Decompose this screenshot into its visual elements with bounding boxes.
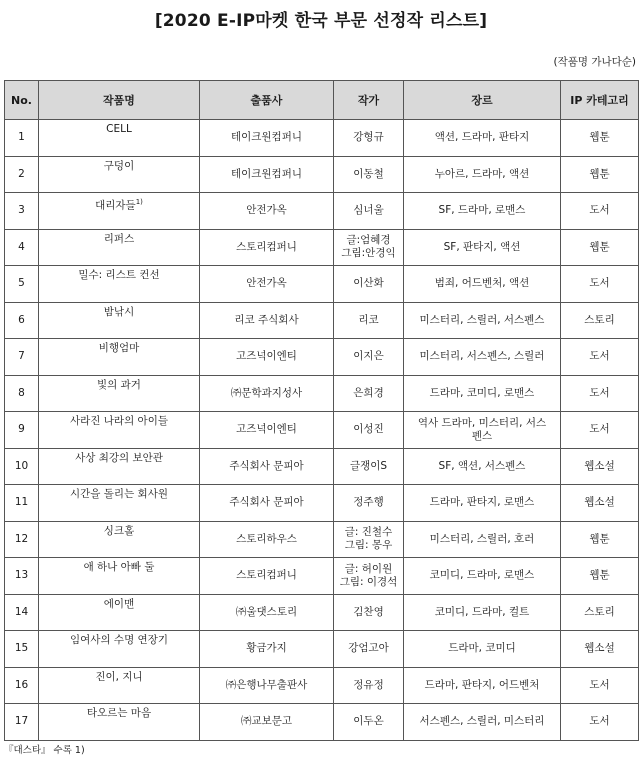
cell-publisher-text: 황금가지 <box>246 642 287 655</box>
cell-author-text: 은희경 <box>353 386 384 399</box>
cell-publisher-text: 리코 주식회사 <box>234 313 299 326</box>
cell-no <box>5 412 39 449</box>
cell-author-text: 리코 <box>358 313 379 326</box>
column-header-ip-category: IP 카테고리 <box>561 81 639 120</box>
cell-title-text: 비행엄마 <box>98 342 140 354</box>
cell-ip-category <box>561 156 639 193</box>
cell-title-text: 진이, 지니 <box>95 670 143 683</box>
table-row <box>5 156 639 193</box>
cell-author <box>334 412 404 449</box>
cell-title <box>39 704 200 741</box>
cell-ip-category-text: 웹소설 <box>584 496 615 509</box>
cell-no-text: 7 <box>18 350 25 363</box>
cell-author <box>334 229 404 266</box>
cell-title <box>39 375 200 412</box>
cell-author <box>334 594 404 631</box>
cell-no-text: 17 <box>14 715 29 728</box>
cell-genre <box>404 375 561 412</box>
cell-no-text: 3 <box>18 204 25 217</box>
cell-publisher-text: 테이크원컴퍼니 <box>230 167 302 180</box>
document-title: [2020 E-IP마켓 한국 부문 선정작 리스트] <box>154 11 488 31</box>
cell-ip-category <box>561 302 639 339</box>
cell-author-text: 이두온 <box>353 715 384 728</box>
cell-author <box>334 339 404 376</box>
cell-ip-category <box>561 266 639 303</box>
cell-title <box>39 594 200 631</box>
cell-genre-text: 미스터리, 서스펜스, 스릴러 <box>419 350 545 363</box>
cell-genre <box>404 302 561 339</box>
cell-publisher-text: ㈜은행나무출판사 <box>225 678 308 691</box>
cell-author-text: 글:엄혜경 그림:안경익 <box>341 234 396 260</box>
cell-no <box>5 229 39 266</box>
table-row <box>5 631 639 668</box>
cell-no <box>5 193 39 230</box>
cell-title-text: CELL <box>106 123 132 135</box>
cell-publisher <box>200 193 334 230</box>
cell-ip-category-text: 도서 <box>589 386 610 399</box>
cell-author-text: 정주행 <box>353 496 384 509</box>
table-row <box>5 558 639 595</box>
table-body <box>5 120 639 741</box>
cell-no <box>5 485 39 522</box>
cell-genre <box>404 594 561 631</box>
cell-ip-category-text: 도서 <box>589 423 610 436</box>
sort-note: (작품명 가나다순) <box>553 56 636 68</box>
cell-ip-category-text: 도서 <box>589 350 610 363</box>
cell-ip-category-text: 웹툰 <box>589 569 610 582</box>
cell-author <box>334 120 404 157</box>
cell-publisher <box>200 704 334 741</box>
cell-ip-category-text: 웹툰 <box>589 240 610 253</box>
cell-no-text: 8 <box>18 386 25 399</box>
cell-ip-category <box>561 375 639 412</box>
cell-publisher-text: 스토리컴퍼니 <box>236 569 297 582</box>
cell-genre <box>404 558 561 595</box>
table-row <box>5 704 639 741</box>
cell-ip-category-text: 스토리 <box>584 605 615 618</box>
cell-publisher <box>200 375 334 412</box>
cell-title <box>39 266 200 303</box>
cell-publisher <box>200 302 334 339</box>
cell-no-text: 6 <box>18 313 25 326</box>
cell-author-text: 정유정 <box>353 678 384 691</box>
cell-title-text: 밀수: 리스트 컨선 <box>78 269 160 281</box>
cell-genre <box>404 667 561 704</box>
cell-ip-category-text: 웹툰 <box>589 532 610 545</box>
cell-author-text: 글: 허이원 그림: 이경석 <box>339 562 398 588</box>
cell-title <box>39 485 200 522</box>
cell-author <box>334 448 404 485</box>
cell-ip-category-text: 도서 <box>589 204 610 217</box>
cell-ip-category-text: 도서 <box>589 715 610 728</box>
cell-genre <box>404 156 561 193</box>
cell-genre <box>404 339 561 376</box>
cell-title <box>39 631 200 668</box>
cell-publisher <box>200 229 334 266</box>
cell-author <box>334 302 404 339</box>
cell-author-text: 강형규 <box>353 131 384 144</box>
footnote: 『대스타』 수록 1) <box>4 745 85 756</box>
cell-publisher <box>200 594 334 631</box>
cell-no <box>5 375 39 412</box>
cell-title-text: 타오르는 마음 <box>86 707 152 719</box>
table-row <box>5 302 639 339</box>
cell-ip-category <box>561 485 639 522</box>
cell-ip-category-text: 웹툰 <box>589 131 610 144</box>
cell-title <box>39 193 200 230</box>
cell-author-text: 이성진 <box>353 423 384 436</box>
cell-no-text: 2 <box>18 167 25 180</box>
cell-no-text: 1 <box>18 131 25 144</box>
cell-genre-text: 드라마, 코미디, 로맨스 <box>429 386 535 399</box>
cell-title <box>39 667 200 704</box>
cell-title-text: 사라진 나라의 아이들 <box>70 415 168 427</box>
cell-title <box>39 521 200 558</box>
cell-genre <box>404 412 561 449</box>
cell-publisher-text: ㈜울댓스토리 <box>235 605 298 618</box>
cell-publisher-text: 스토리하우스 <box>236 532 297 545</box>
cell-title <box>39 448 200 485</box>
table-row <box>5 521 639 558</box>
cell-genre <box>404 120 561 157</box>
cell-no <box>5 704 39 741</box>
cell-author <box>334 667 404 704</box>
cell-title-text: 빛의 과거 <box>97 378 141 391</box>
cell-title-text: 대리자들 <box>95 199 136 212</box>
cell-genre-text: 코미디, 드라마, 컬트 <box>434 605 530 618</box>
cell-no-text: 16 <box>14 678 29 691</box>
cell-no <box>5 631 39 668</box>
cell-title-text: 밤낚시 <box>103 305 135 318</box>
cell-genre-text: 미스터리, 스릴러, 호러 <box>429 532 535 545</box>
cell-author-text: 글쟁이S <box>349 459 388 472</box>
table-row <box>5 594 639 631</box>
cell-author-text: 이동철 <box>353 167 384 180</box>
cell-author-text: 심너울 <box>353 204 384 217</box>
cell-publisher-text: ㈜문학과지성사 <box>230 386 303 399</box>
cell-ip-category <box>561 594 639 631</box>
table-row <box>5 193 639 230</box>
cell-publisher <box>200 667 334 704</box>
cell-ip-category <box>561 193 639 230</box>
cell-title-text: 구덩이 <box>103 159 135 172</box>
selection-table <box>4 80 639 741</box>
cell-genre-text: 드라마, 판타지, 어드벤처 <box>424 678 540 691</box>
cell-ip-category-text: 웹소설 <box>584 459 615 472</box>
cell-publisher <box>200 521 334 558</box>
cell-author <box>334 631 404 668</box>
cell-title <box>39 558 200 595</box>
cell-genre <box>404 193 561 230</box>
cell-no <box>5 558 39 595</box>
cell-publisher <box>200 485 334 522</box>
cell-title <box>39 156 200 193</box>
cell-genre-text: 미스터리, 스릴러, 서스펜스 <box>419 313 545 326</box>
column-header-no: No. <box>5 81 39 120</box>
cell-title-text: 리퍼스 <box>103 232 135 245</box>
cell-no <box>5 448 39 485</box>
cell-title <box>39 412 200 449</box>
cell-ip-category <box>561 521 639 558</box>
cell-publisher-text: 안전가옥 <box>246 277 287 290</box>
cell-title-text: 에이맨 <box>103 597 135 610</box>
cell-genre-text: 서스펜스, 스릴러, 미스터리 <box>419 715 545 728</box>
cell-author-text: 김찬영 <box>353 605 384 618</box>
footnote-marker: 1) <box>135 198 143 206</box>
cell-ip-category <box>561 704 639 741</box>
table-row <box>5 485 639 522</box>
cell-title <box>39 229 200 266</box>
cell-title-text: 애 하나 아빠 둘 <box>83 561 155 573</box>
table-row <box>5 229 639 266</box>
cell-title-text: 시간을 돌리는 회사원 <box>70 488 168 500</box>
cell-genre-text: SF, 액션, 서스펜스 <box>438 459 526 472</box>
cell-ip-category-text: 웹툰 <box>589 167 610 180</box>
cell-publisher <box>200 558 334 595</box>
cell-ip-category <box>561 667 639 704</box>
cell-author <box>334 156 404 193</box>
column-header-title: 작품명 <box>39 81 200 120</box>
cell-author-text: 이지은 <box>353 350 384 363</box>
cell-author <box>334 558 404 595</box>
cell-no-text: 13 <box>14 569 29 582</box>
table-row <box>5 375 639 412</box>
cell-genre <box>404 631 561 668</box>
cell-author-text: 이산화 <box>353 277 384 290</box>
cell-author-text: 강엄고아 <box>348 642 389 655</box>
cell-publisher <box>200 156 334 193</box>
cell-publisher-text: 고즈넉이엔티 <box>236 350 297 363</box>
cell-genre <box>404 229 561 266</box>
cell-ip-category-text: 웹소설 <box>584 642 615 655</box>
cell-no <box>5 266 39 303</box>
cell-genre-text: 누아르, 드라마, 액션 <box>434 167 530 180</box>
cell-author <box>334 485 404 522</box>
cell-no <box>5 156 39 193</box>
cell-no <box>5 302 39 339</box>
cell-publisher <box>200 120 334 157</box>
table-header-row <box>5 81 639 120</box>
cell-publisher <box>200 448 334 485</box>
cell-title <box>39 302 200 339</box>
cell-ip-category <box>561 120 639 157</box>
cell-genre-text: 드라마, 판타지, 로맨스 <box>429 496 535 509</box>
cell-no-text: 12 <box>14 532 29 545</box>
cell-no <box>5 594 39 631</box>
column-header-author: 작가 <box>334 81 404 120</box>
cell-author <box>334 193 404 230</box>
cell-publisher <box>200 266 334 303</box>
table-row <box>5 339 639 376</box>
cell-genre <box>404 485 561 522</box>
cell-ip-category <box>561 631 639 668</box>
cell-genre <box>404 704 561 741</box>
cell-author <box>334 375 404 412</box>
cell-genre <box>404 266 561 303</box>
cell-author <box>334 266 404 303</box>
cell-genre-text: 범죄, 어드벤처, 액션 <box>434 277 530 290</box>
cell-no-text: 15 <box>14 642 29 655</box>
cell-title-text: 임여사의 수명 연장기 <box>70 634 168 646</box>
table-row <box>5 412 639 449</box>
cell-genre <box>404 448 561 485</box>
cell-no-text: 9 <box>18 423 25 436</box>
cell-ip-category <box>561 229 639 266</box>
cell-no <box>5 339 39 376</box>
cell-ip-category-text: 스토리 <box>584 313 615 326</box>
table-row <box>5 120 639 157</box>
cell-no-text: 14 <box>14 605 29 618</box>
cell-publisher-text: 주식회사 문피아 <box>229 459 304 472</box>
cell-ip-category <box>561 339 639 376</box>
cell-no <box>5 667 39 704</box>
cell-ip-category <box>561 448 639 485</box>
column-header-publisher: 출품사 <box>200 81 334 120</box>
cell-title <box>39 339 200 376</box>
cell-ip-category-text: 도서 <box>589 277 610 290</box>
cell-publisher <box>200 631 334 668</box>
cell-title-text: 사상 최강의 보안관 <box>75 451 163 464</box>
column-header-genre: 장르 <box>404 81 561 120</box>
cell-no-text: 4 <box>18 240 25 253</box>
cell-title <box>39 120 200 157</box>
cell-author <box>334 521 404 558</box>
cell-genre-text: SF, 드라마, 로맨스 <box>438 204 526 217</box>
cell-publisher-text: 안전가옥 <box>246 204 287 217</box>
cell-author <box>334 704 404 741</box>
cell-no-text: 5 <box>18 277 25 290</box>
cell-genre-text: 액션, 드라마, 판타지 <box>434 131 530 144</box>
table-row <box>5 266 639 303</box>
cell-publisher-text: ㈜교보문고 <box>240 715 293 728</box>
cell-publisher-text: 테이크원컴퍼니 <box>230 131 302 144</box>
cell-publisher-text: 스토리컴퍼니 <box>236 240 297 253</box>
cell-publisher <box>200 339 334 376</box>
cell-publisher-text: 주식회사 문피아 <box>229 496 304 509</box>
cell-ip-category <box>561 558 639 595</box>
cell-ip-category-text: 도서 <box>589 678 610 691</box>
table-row <box>5 667 639 704</box>
cell-title-text: 싱크홀 <box>103 524 135 537</box>
cell-genre-text: 드라마, 코미디 <box>448 642 516 655</box>
cell-author-text: 글: 진철수 그림: 몽우 <box>344 526 393 552</box>
cell-genre-text: 코미디, 드라마, 로맨스 <box>429 569 535 582</box>
cell-no-text: 11 <box>14 496 29 509</box>
cell-no <box>5 521 39 558</box>
cell-genre-text: 역사 드라마, 미스터리, 서스 펜스 <box>417 416 547 442</box>
table-row <box>5 448 639 485</box>
cell-publisher-text: 고즈넉이엔티 <box>236 423 297 436</box>
cell-no <box>5 120 39 157</box>
cell-genre-text: SF, 판타지, 액션 <box>443 240 521 253</box>
cell-ip-category <box>561 412 639 449</box>
cell-publisher <box>200 412 334 449</box>
cell-genre <box>404 521 561 558</box>
cell-no-text: 10 <box>14 459 29 472</box>
